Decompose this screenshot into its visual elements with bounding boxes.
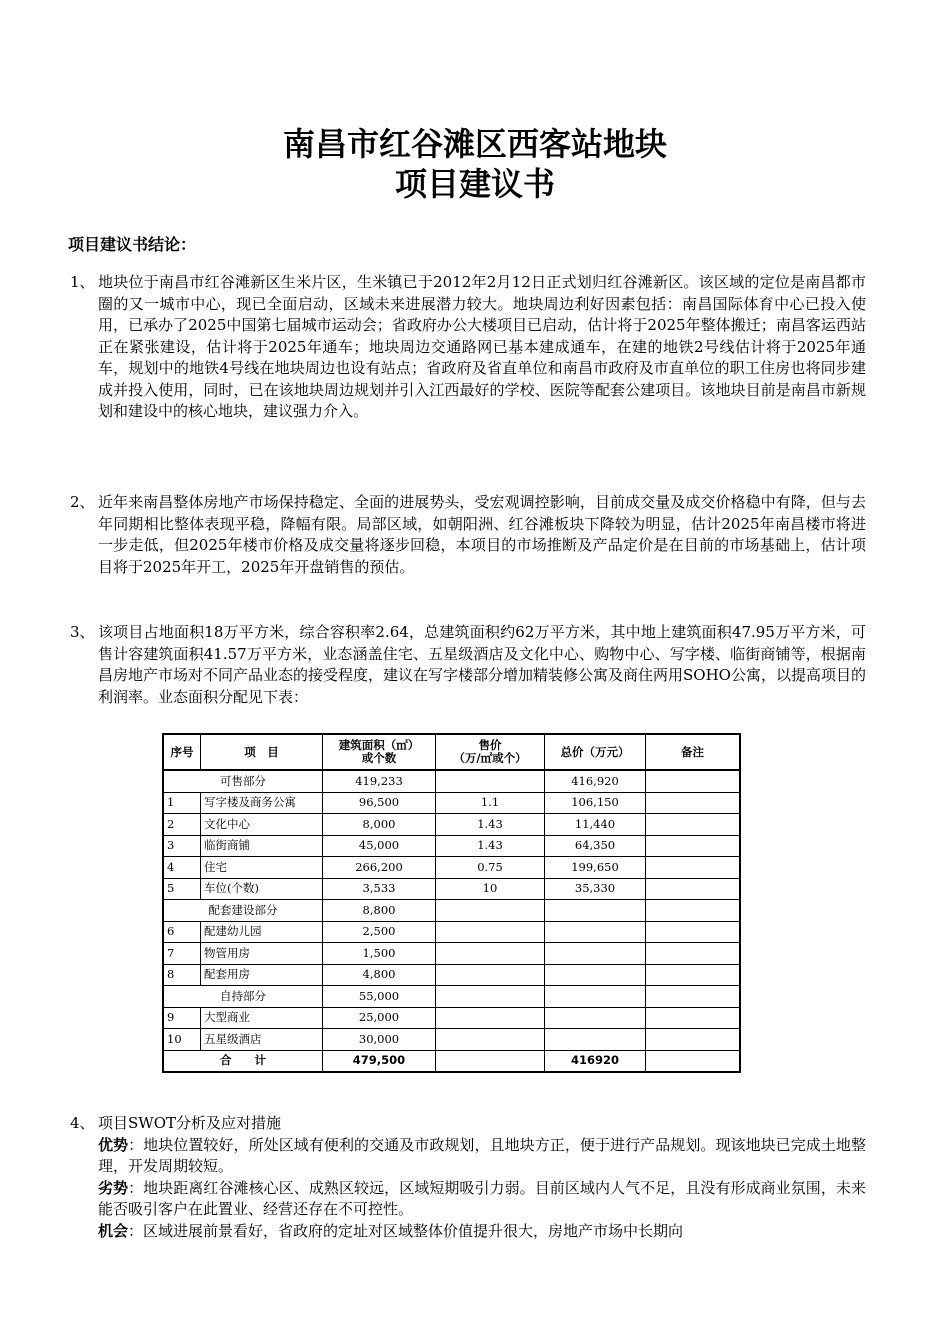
cell-total: [545, 1029, 646, 1051]
cell-price: [436, 900, 545, 922]
cell-note: [646, 770, 741, 792]
cell-note: [646, 1007, 741, 1029]
paragraph-text: 地块位于南昌市红谷滩新区生米片区，生米镇已于2012年2月12日正式划归红谷滩新区。该区域的定位是南昌都市圈的又一城市中心，现已全面启动，区域未来进展潜力较大。地块周边利好因素包括：南昌国际体育中心已投入使用，已承办了2025中国第七届城市运动会；省政府办公大楼项目已启动，估计将于2025年整体搬迁；南昌客运西站正在紧张建设，估计将于2025年通车；地块周边交通路网已基本建成通车，在建的地铁2号线估计将于2025年通车，规划中的地铁4号线在地块周边也设有站点；省政府及省直单位和南昌市政府及市直单位的职工住房也将同步建成并投入使用，同时，已在该地块周边规划并引入江西最好的学校、医院等配套公建项目。该地块目前是南昌市新规划和建设中的核心地块，建议强力介入。: [98, 273, 866, 420]
cell-name: 物管用房: [201, 943, 323, 965]
paragraph-text: 近年来南昌整体房地产市场保持稳定、全面的进展势头，受宏观调控影响，目前成交量及成交价格稳中有降，但与去年同期相比整体表现平稳，降幅有限。局部区域，如朝阳洲、红谷滩板块下降较为明显，估计2025年南昌楼市将进一步走低，但2025年楼市价格及成交量将逐步回稳，本项目的市场推断及产品定价是在目前的市场基础上，估计项目将于2025年开工，2025年开盘销售的预估。: [98, 493, 866, 576]
table-row: [163, 1007, 740, 1029]
cell-total: [545, 1007, 646, 1029]
cell-area: 96,500: [323, 792, 436, 814]
header-index: 序号: [163, 734, 201, 770]
cell-note: [646, 986, 741, 1008]
cell-price: [436, 1007, 545, 1029]
cell-total: 64,350: [545, 835, 646, 857]
cell-index: 6: [163, 921, 201, 943]
table-row: [163, 964, 740, 986]
table-row: [163, 792, 740, 814]
cell-price: [436, 943, 545, 965]
header-area-line1: 建筑面积（㎡）: [338, 738, 420, 752]
cell-area: 8,800: [323, 900, 436, 922]
group-row-hold: [163, 986, 740, 1008]
swot-weakness: [98, 1178, 866, 1221]
paragraph-number: 1、: [70, 273, 95, 291]
header-price-line1: 售价: [478, 738, 502, 752]
paragraph-number: 3、: [70, 623, 95, 641]
cell-price: 1.43: [436, 814, 545, 836]
cell-total: 199,650: [545, 857, 646, 879]
header-price-line2: （万/㎡或个）: [453, 751, 527, 765]
cell-name: 配套用房: [201, 964, 323, 986]
cell-note: [646, 1029, 741, 1051]
cell-price: [436, 1050, 545, 1072]
swot-title: 项目SWOT分析及应对措施: [98, 1114, 281, 1132]
cell-price: 1.1: [436, 792, 545, 814]
strength-text: ：地块位置较好，所处区域有便利的交通及市政规划，且地块方正，便于进行产品规划。现该地块已完成土地整理，开发周期较短。: [98, 1135, 866, 1175]
cell-name: 五星级酒店: [201, 1029, 323, 1051]
cell-price: 1.43: [436, 835, 545, 857]
group-label: 可售部分: [163, 770, 323, 792]
cell-area: 266,200: [323, 857, 436, 879]
cell-index: 1: [163, 792, 201, 814]
cell-price: [436, 921, 545, 943]
cell-name: 住宅: [201, 857, 323, 879]
cell-note: [646, 1050, 741, 1072]
cell-total: [545, 986, 646, 1008]
cell-total: [545, 900, 646, 922]
swot-strength: [98, 1135, 866, 1178]
strength-label: 优势: [98, 1135, 129, 1154]
cell-name: 车位(个数): [201, 878, 323, 900]
table-row: [163, 943, 740, 965]
cell-index: 4: [163, 857, 201, 879]
header-item: 项 目: [201, 734, 323, 770]
cell-area: 419,233: [323, 770, 436, 792]
header-area: [323, 734, 436, 770]
table-row: [163, 1029, 740, 1051]
cell-area: 30,000: [323, 1029, 436, 1051]
cell-area: 8,000: [323, 814, 436, 836]
weakness-label: 劣势: [98, 1178, 129, 1197]
cell-price: [436, 1029, 545, 1051]
cell-price: [436, 964, 545, 986]
header-total: 总价（万元）: [545, 734, 646, 770]
cell-index: 9: [163, 1007, 201, 1029]
cell-area: 25,000: [323, 1007, 436, 1029]
table-row: [163, 835, 740, 857]
cell-area: 2,500: [323, 921, 436, 943]
cell-price: 0.75: [436, 857, 545, 879]
cell-total: 11,440: [545, 814, 646, 836]
sum-area: 479,500: [323, 1050, 436, 1072]
cell-note: [646, 964, 741, 986]
swot-opportunity: [98, 1221, 866, 1243]
paragraph-number: 4、: [70, 1114, 95, 1132]
cell-price: 10: [436, 878, 545, 900]
conclusion-heading: 项目建议书结论：: [68, 235, 197, 254]
opportunity-text: ：区域进展前景看好，省政府的定址对区域整体价值提升很大，房地产市场中长期向: [128, 1221, 684, 1240]
group-label: 自持部分: [163, 986, 323, 1008]
cell-index: 8: [163, 964, 201, 986]
cell-total: [545, 921, 646, 943]
cell-name: 临街商铺: [201, 835, 323, 857]
header-area-line2: 或个数: [361, 751, 397, 765]
cell-name: 配建幼儿园: [201, 921, 323, 943]
cell-area: 4,800: [323, 964, 436, 986]
group-row-support: [163, 900, 740, 922]
cell-total: 416,920: [545, 770, 646, 792]
sum-row: [163, 1050, 740, 1072]
cell-price: [436, 770, 545, 792]
header-note: 备注: [646, 734, 741, 770]
cell-note: [646, 921, 741, 943]
cell-total: 35,330: [545, 878, 646, 900]
document-title-line2: 项目建议书: [394, 165, 555, 203]
paragraph-number: 2、: [70, 493, 95, 511]
opportunity-label: 机会: [98, 1221, 129, 1240]
cell-price: [436, 986, 545, 1008]
cell-total: [545, 964, 646, 986]
cell-note: [646, 900, 741, 922]
cell-index: 2: [163, 814, 201, 836]
cell-area: 55,000: [323, 986, 436, 1008]
table-row: [163, 857, 740, 879]
sum-total: 416920: [545, 1050, 646, 1072]
cell-note: [646, 835, 741, 857]
cell-index: 3: [163, 835, 201, 857]
cell-total: [545, 943, 646, 965]
cell-note: [646, 943, 741, 965]
cell-index: 5: [163, 878, 201, 900]
table-row: [163, 814, 740, 836]
table-row: [163, 878, 740, 900]
cell-note: [646, 792, 741, 814]
cell-name: 文化中心: [201, 814, 323, 836]
paragraph-text: 该项目占地面积18万平方米，综合容积率2.64，总建筑面积约62万平方米，其中地上建筑面积47.95万平方米，可售计容建筑面积41.57万平方米，业态涵盖住宅、五星级酒店及文化中心、购物中心、写字楼、临街商铺等，根据南昌房地产市场对不同产品业态的接受程度，建议在写字楼部分增加精装修公寓及商住两用SOHO公寓，以提高项目的利润率。业态面积分配见下表：: [98, 623, 866, 706]
weakness-text: ：地块距离红谷滩核心区、成熟区较远，区域短期吸引力弱。目前区域内人气不足，且没有形成商业氛围，未来能否吸引客户在此置业、经营还存在不可控性。: [98, 1178, 866, 1218]
cell-area: 45,000: [323, 835, 436, 857]
cell-note: [646, 878, 741, 900]
cell-name: 大型商业: [201, 1007, 323, 1029]
cell-index: 7: [163, 943, 201, 965]
table-row: [163, 921, 740, 943]
cell-note: [646, 857, 741, 879]
cell-area: 1,500: [323, 943, 436, 965]
group-row-sale: [163, 770, 740, 792]
header-price: [436, 734, 545, 770]
cell-index: 10: [163, 1029, 201, 1051]
table-header-row: [163, 734, 740, 770]
swot-section: [98, 1113, 866, 1242]
sum-label: 合 计: [163, 1050, 323, 1072]
cell-note: [646, 814, 741, 836]
cell-total: 106,150: [545, 792, 646, 814]
cell-name: 写字楼及商务公寓: [201, 792, 323, 814]
area-allocation-table: [162, 733, 741, 1073]
group-label: 配套建设部分: [163, 900, 323, 922]
document-title-line1: 南昌市红谷滩区西客站地块: [282, 125, 667, 163]
cell-area: 3,533: [323, 878, 436, 900]
